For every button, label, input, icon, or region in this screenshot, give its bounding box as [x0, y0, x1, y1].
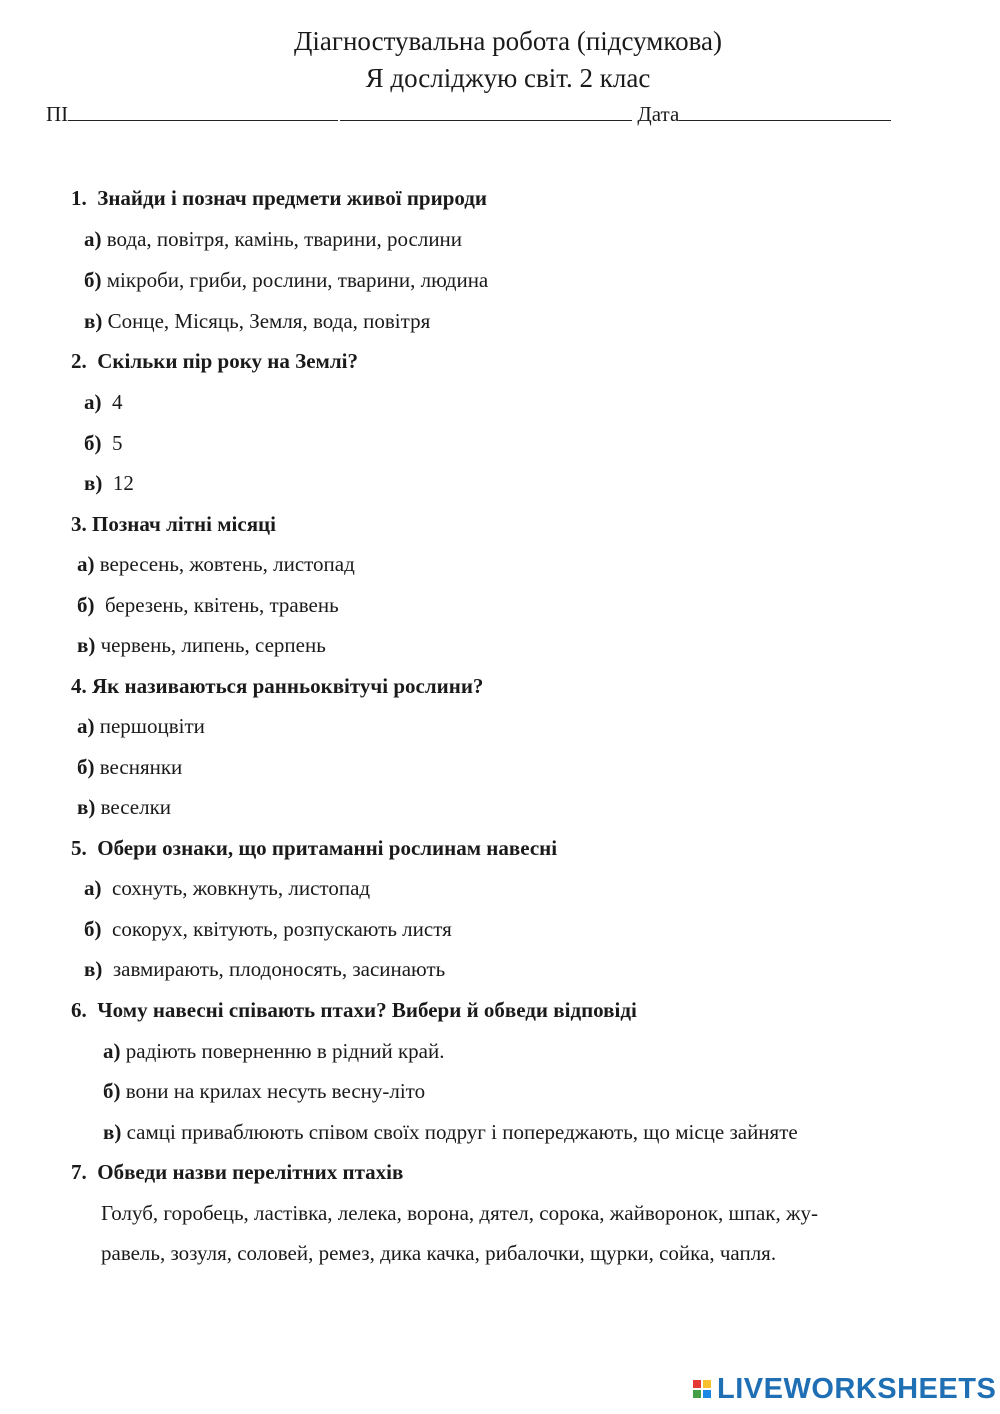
option-text: першоцвіти [99, 714, 205, 738]
option-1a[interactable] [84, 227, 462, 252]
question-text: Обери ознаки, що притаманні рослинам навесні [97, 836, 558, 860]
option-letter: б) [84, 917, 102, 941]
question-number: 6. [71, 998, 87, 1022]
name-date-line [46, 100, 891, 127]
option-letter: в) [103, 1120, 122, 1144]
option-letter: а) [84, 876, 102, 900]
logo-square [703, 1390, 711, 1398]
option-1b[interactable] [84, 268, 488, 293]
option-text: радіють поверненню в рідний край. [125, 1039, 445, 1063]
option-letter: б) [77, 755, 95, 779]
question-number: 7. [71, 1160, 87, 1184]
option-letter: б) [103, 1079, 121, 1103]
option-text: самці приваблюють співом своїх подруг і попереджають, що місце зайняте [126, 1120, 798, 1144]
option-text: вода, повітря, камінь, тварини, рослини [106, 227, 463, 251]
worksheet-subtitle: Я досліджую світ. 2 клас [365, 63, 651, 93]
option-text: вони на крилах несуть весну-літо [125, 1079, 426, 1103]
option-text: 5 [112, 431, 123, 455]
logo-square [693, 1390, 701, 1398]
date-blank[interactable] [679, 100, 891, 121]
question-text: Знайди і познач предмети живої природи [97, 186, 488, 210]
option-letter: а) [84, 227, 102, 251]
option-letter: в) [77, 795, 96, 819]
logo-squares-icon [693, 1380, 711, 1398]
question-number: 4. [71, 674, 87, 698]
option-text: сохнуть, жовкнуть, листопад [112, 876, 371, 900]
option-1c[interactable] [84, 309, 430, 334]
name-blank-2[interactable] [340, 100, 632, 121]
question-number: 1. [71, 186, 87, 210]
question-6 [71, 998, 637, 1023]
option-letter: б) [84, 431, 102, 455]
name-label: ПІ [46, 102, 69, 126]
option-6c[interactable] [103, 1120, 798, 1145]
option-text: Сонце, Місяць, Земля, вода, повітря [107, 309, 431, 333]
question-7 [71, 1160, 403, 1185]
option-6a[interactable] [103, 1039, 445, 1064]
option-letter: б) [84, 268, 102, 292]
option-letter: а) [84, 390, 102, 414]
question-text: Скільки пір року на Землі? [97, 349, 358, 373]
option-6b[interactable] [103, 1079, 425, 1104]
option-letter: а) [77, 552, 95, 576]
date-label: Дата [637, 102, 680, 126]
option-text: веснянки [99, 755, 183, 779]
question-number: 5. [71, 836, 87, 860]
question-number: 2. [71, 349, 87, 373]
option-4a[interactable] [77, 714, 205, 739]
question-text: Познач літні місяці [92, 512, 276, 536]
option-text: 4 [112, 390, 123, 414]
question-4 [71, 674, 483, 699]
option-letter: в) [84, 309, 103, 333]
question-number: 3. [71, 512, 87, 536]
option-3a[interactable] [77, 552, 355, 577]
logo-text: LIVEWORKSHEETS [717, 1372, 997, 1405]
option-letter: а) [77, 714, 95, 738]
question-5 [71, 836, 557, 861]
option-2c[interactable] [84, 471, 134, 496]
option-4c[interactable] [77, 795, 171, 820]
option-text: червень, липень, серпень [100, 633, 326, 657]
option-5a[interactable] [84, 876, 370, 901]
bird-list-line-2[interactable]: равель, зозуля, соловей, ремез, дика качка, рибалочки, щурки, сойка, чапля. [101, 1241, 777, 1265]
option-4b[interactable] [77, 755, 182, 780]
option-text: 12 [112, 471, 134, 495]
option-text: завмирають, плодоносять, засинають [112, 957, 446, 981]
liveworksheets-logo [693, 1373, 996, 1405]
bird-list-line-1[interactable]: Голуб, горобець, ластівка, лелека, ворона, дятел, сорока, жайворонок, шпак, жу- [101, 1201, 818, 1225]
option-3b[interactable] [77, 593, 339, 618]
option-letter: а) [103, 1039, 121, 1063]
option-letter: б) [77, 593, 95, 617]
option-letter: в) [77, 633, 96, 657]
option-text: вересень, жовтень, листопад [99, 552, 355, 576]
option-text: мікроби, гриби, рослини, тварини, людина [106, 268, 489, 292]
option-text: веселки [100, 795, 172, 819]
question-text: Чому навесні співають птахи? Вибери й обведи відповіді [97, 998, 637, 1022]
option-5b[interactable] [84, 917, 452, 942]
logo-square [693, 1380, 701, 1388]
option-letter: в) [84, 471, 103, 495]
name-blank-1[interactable] [68, 100, 338, 121]
logo-square [703, 1380, 711, 1388]
option-letter: в) [84, 957, 103, 981]
option-3c[interactable] [77, 633, 326, 658]
option-2a[interactable] [84, 390, 123, 415]
question-3 [71, 512, 276, 537]
question-1 [71, 186, 487, 211]
question-text: Як називаються ранньоквітучі рослини? [92, 674, 484, 698]
option-text: березень, квітень, травень [105, 593, 339, 617]
option-text: сокорух, квітують, розпускають листя [112, 917, 452, 941]
option-2b[interactable] [84, 431, 123, 456]
worksheet-title: Діагностувальна робота (підсумкова) [293, 26, 722, 56]
option-5c[interactable] [84, 957, 445, 982]
question-text: Обведи назви перелітних птахів [97, 1160, 404, 1184]
question-2 [71, 349, 358, 374]
